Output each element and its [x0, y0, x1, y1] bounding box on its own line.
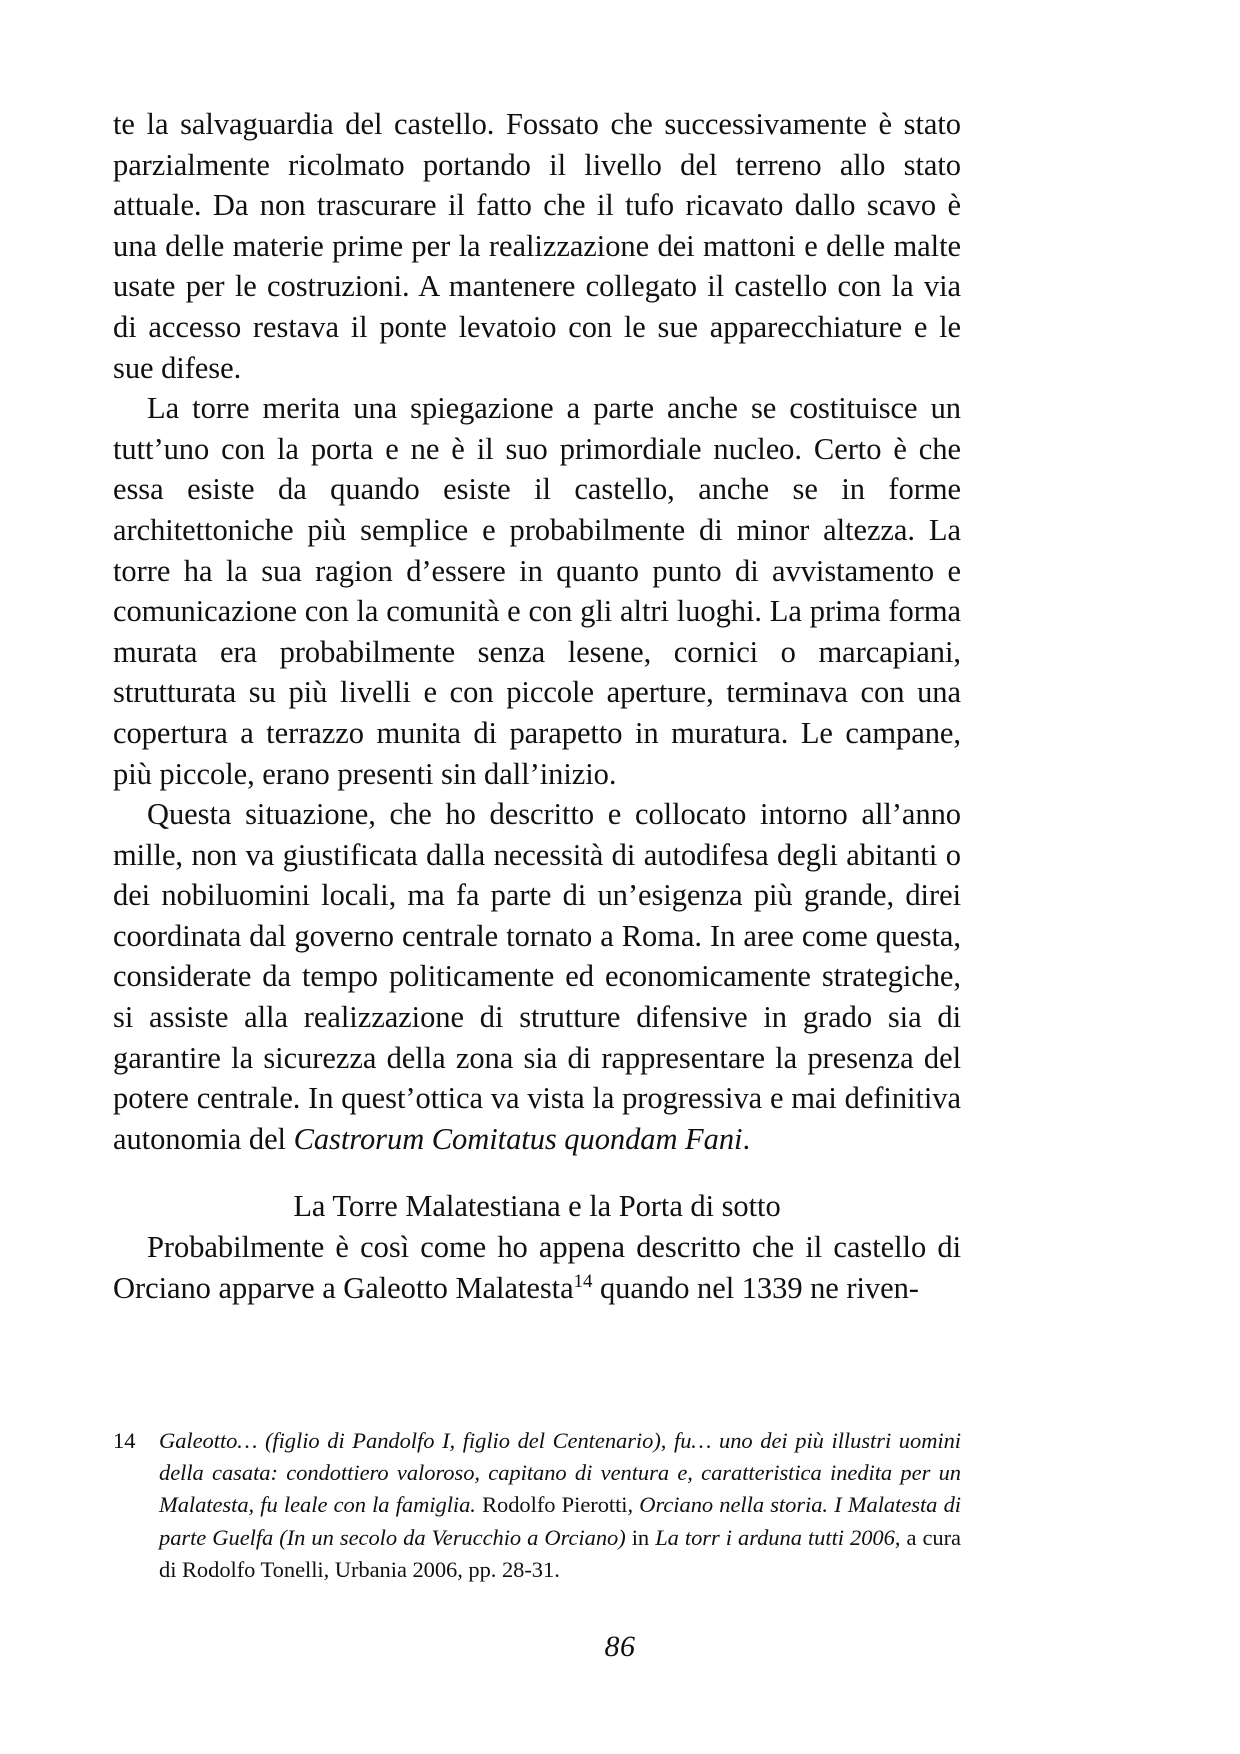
section-lead-after-ref: quando nel 1339 ne riven-	[592, 1270, 919, 1305]
footnote-reference-marker[interactable]: 14	[573, 1270, 593, 1292]
latin-title-castrorum: Castrorum Comitatus quondam Fani	[293, 1121, 743, 1156]
paragraph-castrorum	[113, 794, 961, 1159]
footnote-part-citation-quote: Galeotto… (figlio di Pandolfo I, figlio del Centenario), fu… uno dei più illustri uomini della casata: condottiero valoroso, capitano di ventura e, caratteristica inedita per un Malatesta, fu leale con la famiglia.	[159, 1428, 961, 1518]
paragraph-fossato: te la salvaguardia del castello. Fossato che successivamente è stato parzialmente ricolmato portando il livello del terreno allo stato attuale. Da non trascurare il fatto che il tufo ricavato dallo scavo è una delle materie prime per la realizzazione dei mattoni e delle malte usate per le costruzioni. A mantenere collegato il castello con la via di accesso restava il ponte levatoio con le sue apparecchiature e le sue difese.	[113, 107, 961, 385]
paragraph-torre: La torre merita una spiegazione a parte anche se costituisce un tutt’uno con la porta e ne è il suo primordiale nucleo. Certo è che essa esiste da quando esiste il castello, anche se in forme architettoniche più semplice e probabilmente di minor altezza. La torre ha la sua ragion d’essere in quanto punto di avvistamento e comunicazione con la comunità e con gli altri luoghi. La prima forma murata era probabilmente senza lesene, cornici o marcapiani, strutturata su più livelli e con piccole aperture, terminava con una copertura a terrazzo munita di parapetto in muratura. Le campane, più piccole, erano presenti sin dall’inizio.	[113, 391, 961, 791]
footnote-part-collection-title: La torr i arduna tutti 2006	[655, 1524, 895, 1550]
footnote-number: 14	[113, 1428, 136, 1453]
footnote-part-imprint: , a cura di Rodolfo Tonelli, Urbania 2006, pp. 28-31.	[159, 1524, 961, 1582]
paragraph-section-lead	[113, 1227, 961, 1308]
footnote-part-in: in	[625, 1524, 656, 1550]
footnote-part-author: Rodolfo Pierotti,	[475, 1492, 640, 1518]
footnote-entry-14	[113, 1425, 961, 1586]
paragraph-castrorum-tail: .	[742, 1121, 751, 1156]
footnote-block	[113, 1425, 961, 1586]
page-number-folio: 86	[604, 1630, 636, 1663]
footnote-text	[159, 1425, 961, 1586]
paragraph-castrorum-lead: Questa situazione, che ho descritto e collocato intorno all’anno mille, non va giustificata dalla necessità di autodifesa degli abitanti o dei nobiluomini locali, ma fa parte di un’esigenza più grande, direi coordinata dal governo centrale tornato a Roma. In aree come questa, considerate da tempo politicamente ed economicamente strategiche, si assiste alla realizzazione di strutture difensive in grado sia di garantire la sicurezza della zona sia di rappresentare la presenza del potere centrale. In quest’ottica va vista la progressiva e mai definitiva autonomia del	[113, 797, 961, 1156]
section-lead-before-ref: Probabilmente è così come ho appena descritto che il castello di Orciano apparve a Galeotto Malatesta	[113, 1230, 961, 1305]
main-text-column	[113, 104, 961, 1308]
footnote-part-work-title: Orciano nella storia. I Malatesta di parte Guelfa (In un secolo da Verucchio a Orciano)	[159, 1492, 961, 1550]
section-heading: La Torre Malatestiana e la Porta di sotto	[293, 1189, 781, 1224]
